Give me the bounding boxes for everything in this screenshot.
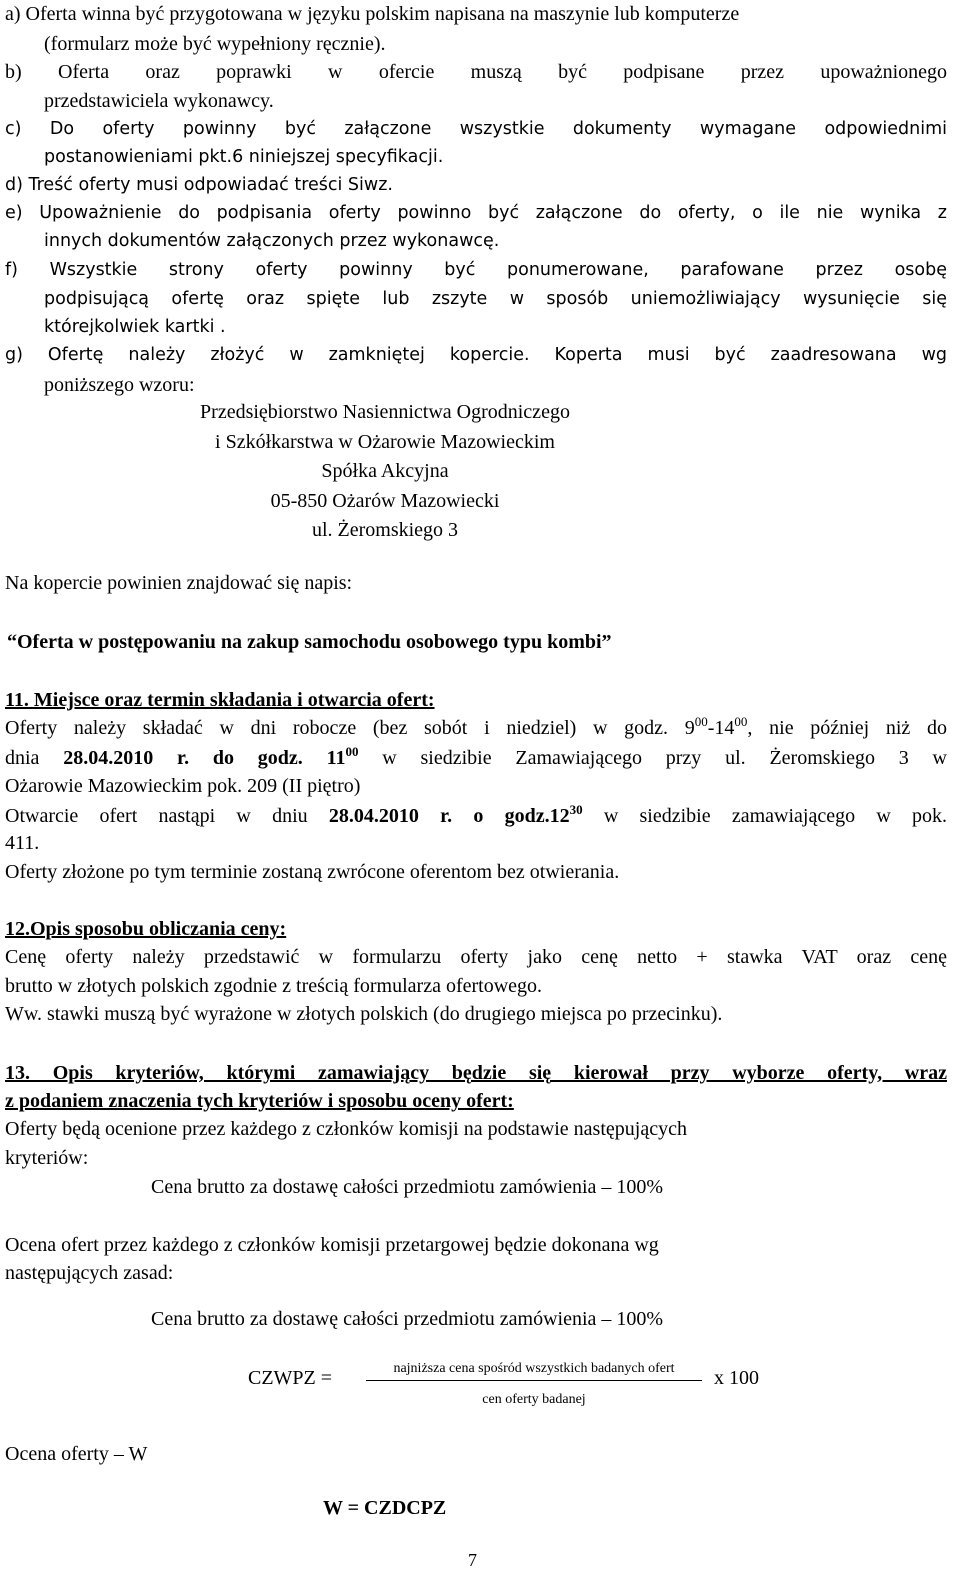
formula-fraction <box>366 1360 702 1409</box>
criterion-text-2: Cena brutto za dostawę całości przedmiotu zamówienia – 100% <box>151 1308 664 1330</box>
section-12-line3: Ww. stawki muszą być wyrażone w złotych polskich (do drugiego miejsca po przecinku). <box>5 1003 723 1025</box>
envelope-text: “Oferta w postępowaniu na zakup samochodu osobowego typu kombi” <box>7 631 612 653</box>
item-g-line2: poniższego wzoru: <box>44 374 195 396</box>
section-11-line1: Oferty należy składać w dni robocze (bez sobót i niedziel) w godz. $9^{00}-14^{00}$, nie później niż do <box>5 714 947 739</box>
section-13-title-line1: 13. Opis kryteriów, którymi zamawiający będzie się kierował przy wyborze oferty, wraz <box>5 1062 947 1084</box>
section-11-title: 11. Miejsce oraz termin składania i otwarcia ofert: <box>5 689 435 711</box>
section-13-line2: kryteriów: <box>5 1147 89 1169</box>
item-c-line1: c) Do oferty powinny być załączone wszystkie dokumenty wymagane odpowiednimi <box>5 119 947 139</box>
section-11-line3: Ożarowie Mazowieckim pok. 209 (II piętro) <box>5 775 361 797</box>
item-a-line1: a) Oferta winna być przygotowana w języku polskim napisana na maszynie lub komputerze <box>5 3 740 25</box>
section-11-line6: Oferty złożone po tym terminie zostaną zwrócone oferentom bez otwierania. <box>5 861 620 883</box>
section-13-line4: następujących zasad: <box>5 1262 174 1284</box>
ocena-label: Ocena oferty – W <box>5 1443 148 1465</box>
address-line-4: 05-850 Ożarów Mazowiecki <box>270 490 500 512</box>
address-line-2: i Szkółkarstwa w Ożarowie Mazowieckim <box>215 431 555 453</box>
address-line-1: Przedsiębiorstwo Nasiennictwa Ogrodniczego <box>200 401 570 423</box>
item-e-line2: innych dokumentów załączonych przez wykonawcę. <box>44 231 500 251</box>
formula-numerator: najniższa cena spośród wszystkich badanych ofert <box>366 1360 702 1381</box>
item-f-line3: którejkolwiek kartki . <box>44 317 226 337</box>
item-a-line2: (formularz może być wypełniony ręcznie). <box>44 33 386 55</box>
section-11-line2: dnia 28.04.2010 r. do godz. $11^{00}$ w siedzibie Zamawiającego przy ul. Żeromskiego 3 w <box>5 744 947 769</box>
item-f-line2: podpisującą ofertę oraz spięte lub zszyte w sposób uniemożliwiający wysunięcie się <box>44 289 947 309</box>
section-12-line1: Cenę oferty należy przedstawić w formularzu oferty jako cenę netto + stawka VAT oraz cenę <box>5 946 947 968</box>
item-b-line1: b) Oferta oraz poprawki w ofercie muszą być podpisane przez upoważnionego <box>5 61 947 83</box>
section-12-line2: brutto w złotych polskich zgodnie z treścią formularza ofertowego. <box>5 975 543 997</box>
formula-denominator: cen oferty badanej <box>482 1392 586 1407</box>
section-12-title: 12.Opis sposobu obliczania ceny: <box>5 918 287 940</box>
section-13-line1: Oferty będą ocenione przez każdego z członków komisji na podstawie następujących <box>5 1118 687 1140</box>
section-13-line3: Ocena ofert przez każdego z członków komisji przetargowej będzie dokonana wg <box>5 1234 659 1256</box>
item-b-line2: przedstawiciela wykonawcy. <box>44 90 274 112</box>
address-line-5: ul. Żeromskiego 3 <box>311 519 459 541</box>
criterion-text: Cena brutto za dostawę całości przedmiotu zamówienia – 100% <box>151 1176 664 1198</box>
address-line-3: Spółka Akcyjna <box>321 460 449 482</box>
item-d-line1: d) Treść oferty musi odpowiadać treści Siwz. <box>5 175 393 195</box>
item-c-line2: postanowieniami pkt.6 niniejszej specyfikacji. <box>44 147 444 167</box>
item-g-line1: g) Ofertę należy złożyć w zamkniętej kopercie. Koperta musi być zaadresowana wg <box>5 345 947 365</box>
page-number: 7 <box>468 1550 477 1570</box>
item-f-line1: f) Wszystkie strony oferty powinny być ponumerowane, parafowane przez osobę <box>5 260 947 280</box>
section-11-line5: 411. <box>5 832 40 854</box>
section-11-line4: Otwarcie ofert nastąpi w dniu 28.04.2010 r. o $godz.12^{30}$ w siedzibie zamawiającego w pok. <box>5 802 947 827</box>
item-e-line1: e) Upoważnienie do podpisania oferty powinno być załączone do oferty, o ile nie wynika z <box>5 203 947 223</box>
envelope-intro: Na kopercie powinien znajdować się napis: <box>5 572 353 594</box>
formula-multiplier: x 100 <box>714 1367 759 1389</box>
w-formula: W = CZDCPZ <box>323 1497 447 1519</box>
formula-lhs: CZWPZ = <box>248 1367 333 1389</box>
section-13-title-line2: z podaniem znaczenia tych kryteriów i sposobu oceny ofert: <box>5 1090 514 1112</box>
